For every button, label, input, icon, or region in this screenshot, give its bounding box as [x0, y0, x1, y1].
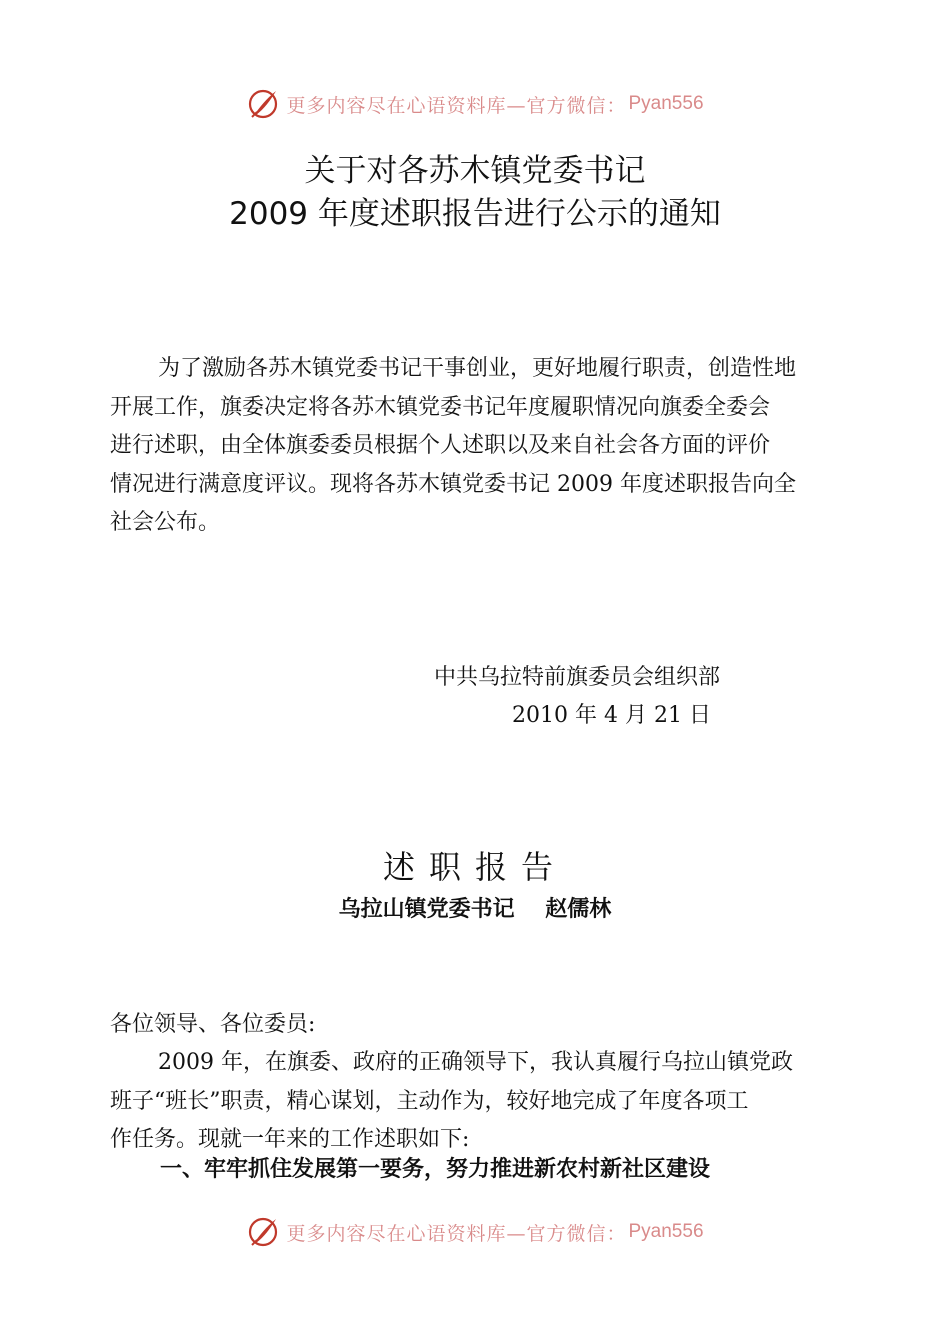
notice-title-line1: 关于对各苏木镇党委书记	[304, 153, 646, 189]
report-salutation: 各位领导、各位委员:	[110, 1012, 316, 1037]
notice-body	[110, 350, 850, 543]
signature-date: 2010 年 4 月 21 日	[512, 703, 711, 728]
watermark-header	[0, 84, 950, 124]
report-line: 作任务。现就一年来的工作述职如下:	[110, 1127, 470, 1152]
watermark-text: 更多内容尽在心语资料库—官方微信：	[286, 94, 627, 117]
quill-logo-icon	[246, 1215, 280, 1249]
quill-logo-icon	[246, 87, 280, 121]
notice-title-line2: 2009 年度述职报告进行公示的通知	[229, 196, 721, 232]
notice-line: 进行述职，由全体旗委委员根据个人述职以及来自社会各方面的评价	[110, 433, 771, 458]
notice-line: 为了激励各苏木镇党委书记干事创业，更好地履行职责，创造性地	[158, 356, 797, 381]
watermark-wechat-id: Pyan556	[628, 1221, 704, 1242]
notice-line: 情况进行满意度评议。现将各苏木镇党委书记 2009 年度述职报告向全	[110, 471, 796, 497]
report-section-heading: 一、牢牢抓住发展第一要务，努力推进新农村新社区建设	[160, 1157, 711, 1182]
notice-line: 开展工作，旗委决定将各苏木镇党委书记年度履职情况向旗委全委会	[110, 394, 771, 420]
report-body	[110, 1044, 850, 1160]
watermark-footer	[0, 1212, 950, 1252]
watermark-text: 更多内容尽在心语资料库—官方微信：	[286, 1222, 627, 1245]
report-author: 乌拉山镇党委书记 赵儒林	[338, 896, 612, 922]
report-line: 2009 年，在旗委、政府的正确领导下，我认真履行乌拉山镇党政	[158, 1050, 793, 1075]
notice-line: 社会公布。	[110, 510, 221, 535]
report-title: 述职报告	[382, 848, 567, 886]
report-line: 班子“班长”职责，精心谋划，主动作为，较好地完成了年度各项工	[110, 1088, 749, 1114]
signature-organization: 中共乌拉特前旗委员会组织部	[434, 665, 721, 690]
watermark-wechat-id: Pyan556	[628, 93, 704, 114]
